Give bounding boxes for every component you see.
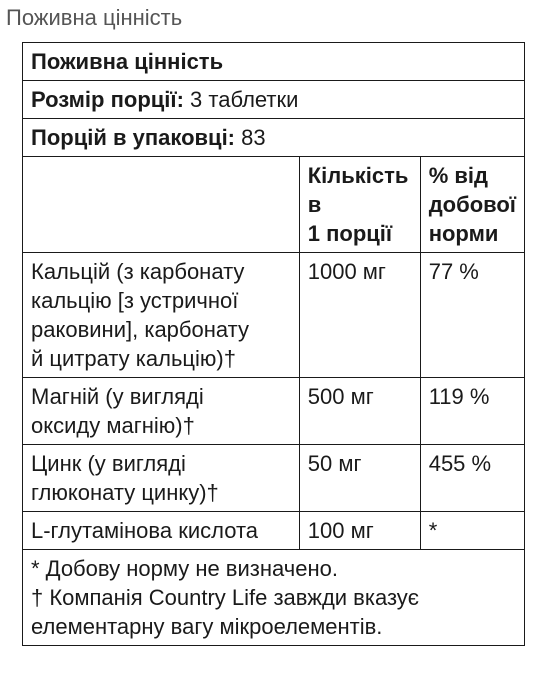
table-footnotes	[23, 550, 525, 646]
nutrient-amount: 1000 мг	[299, 253, 420, 378]
page-heading: Поживна цінність	[6, 5, 183, 30]
table-title: Поживна цінність	[23, 43, 525, 81]
servings-per-container-value: 83	[241, 125, 266, 150]
header-daily-value: % від добової норми	[420, 157, 524, 253]
footnote-dagger-cont: елементарну вагу мікроелементів.	[31, 614, 383, 639]
serving-size-row	[23, 81, 525, 119]
table-title-row	[23, 43, 525, 81]
footer-row	[23, 550, 525, 646]
nutrition-facts-table	[22, 42, 525, 646]
serving-size-label: Розмір порції:	[31, 87, 184, 112]
nutrient-name: Магній (у вигляді оксиду магнію)†	[23, 378, 300, 445]
nutrient-amount: 500 мг	[299, 378, 420, 445]
header-row	[23, 157, 525, 253]
nutrient-daily-value: 77 %	[420, 253, 524, 378]
table-row	[23, 512, 525, 550]
table-row	[23, 445, 525, 512]
nutrient-name: L-глутамінова кислота	[23, 512, 300, 550]
table-row	[23, 253, 525, 378]
serving-size-value: 3 таблетки	[190, 87, 299, 112]
footnote-dagger: † Компанія Country Life завжди вказує	[31, 585, 420, 610]
nutrient-name: Кальцій (з карбонату кальцію [з устричної раковини], карбонату й цитрату кальцію)†	[23, 253, 300, 378]
nutrient-daily-value: *	[420, 512, 524, 550]
nutrient-daily-value: 455 %	[420, 445, 524, 512]
header-amount: Кількість в 1 порції	[299, 157, 420, 253]
nutrient-name: Цинк (у вигляді глюконату цинку)†	[23, 445, 300, 512]
header-empty-cell	[23, 157, 300, 253]
nutrient-daily-value: 119 %	[420, 378, 524, 445]
servings-per-container-row	[23, 119, 525, 157]
nutrient-amount: 100 мг	[299, 512, 420, 550]
nutrient-amount: 50 мг	[299, 445, 420, 512]
footnote-asterisk: * Добову норму не визначено.	[31, 556, 338, 581]
servings-per-container-label: Порцій в упаковці:	[31, 125, 236, 150]
table-row	[23, 378, 525, 445]
